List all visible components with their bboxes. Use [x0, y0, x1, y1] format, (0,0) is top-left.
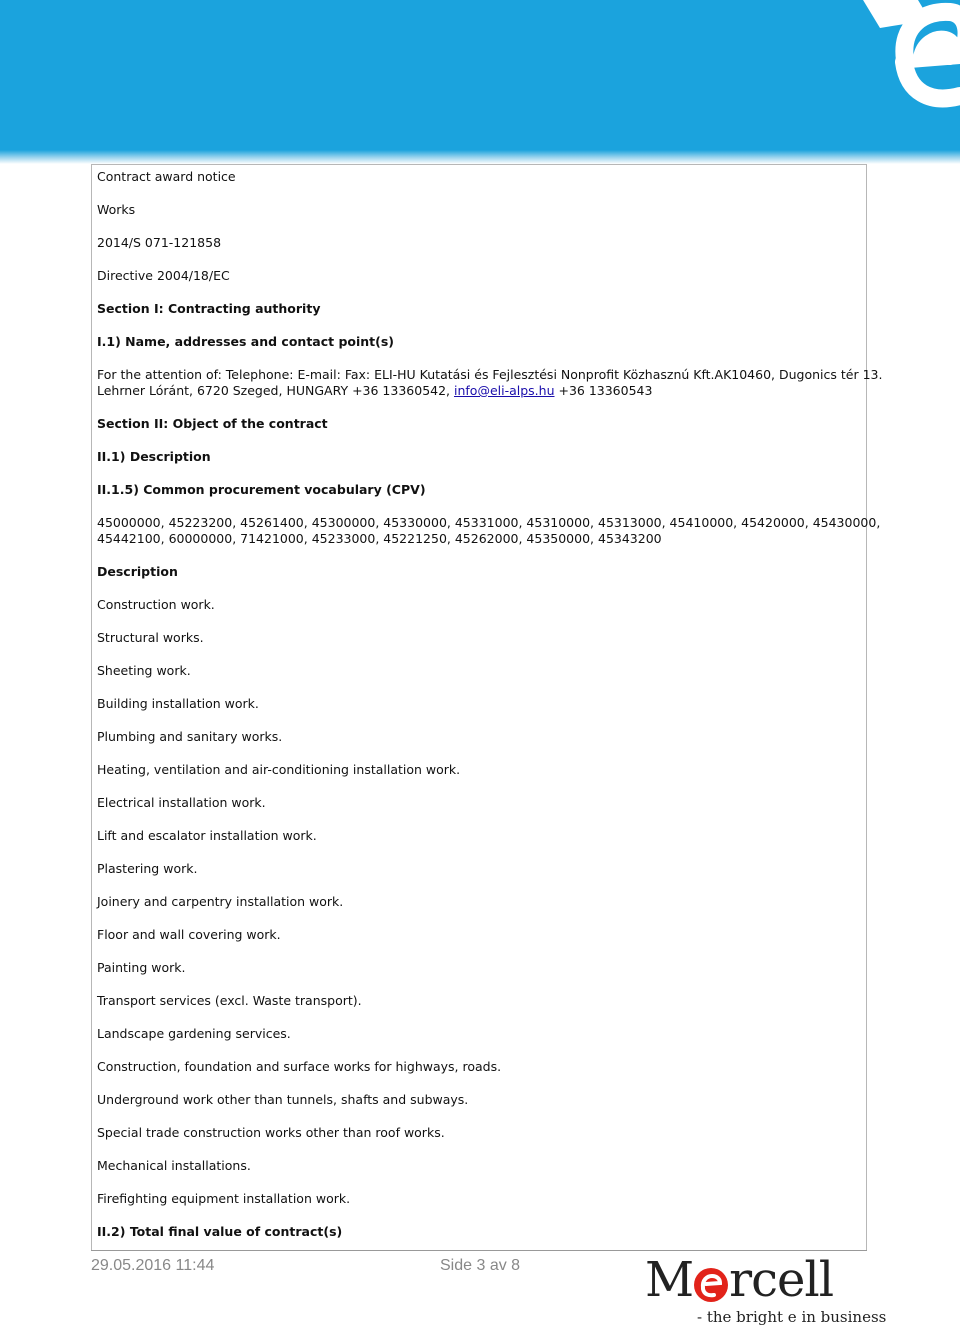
header-banner: [0, 0, 960, 162]
description-item: Underground work other than tunnels, shafts and subways.: [97, 1092, 469, 1107]
description-item: Firefighting equipment installation work.: [97, 1191, 351, 1206]
ii2-heading: II.2) Total final value of contract(s): [97, 1224, 343, 1239]
section2-heading: Section II: Object of the contract: [97, 416, 328, 431]
brand-prefix: M: [645, 1252, 694, 1308]
description-item: Landscape gardening services.: [97, 1026, 291, 1041]
brand-e-icon: [694, 1268, 728, 1302]
i1-heading: I.1) Name, addresses and contact point(s): [97, 334, 395, 349]
footer-divider: [91, 1250, 867, 1251]
marcell-wordmark: [645, 1252, 833, 1308]
description-item: Mechanical installations.: [97, 1158, 251, 1173]
brand-tagline: - the bright e in business: [697, 1308, 887, 1326]
notice-reference: 2014/S 071-121858: [97, 235, 222, 250]
description-item: Joinery and carpentry installation work.: [97, 894, 344, 909]
description-item: Painting work.: [97, 960, 186, 975]
description-item: Electrical installation work.: [97, 795, 266, 810]
description-item: Floor and wall covering work.: [97, 927, 281, 942]
description-item: Construction, foundation and surface works for highways, roads.: [97, 1059, 502, 1074]
description-item: Special trade construction works other than roof works.: [97, 1125, 445, 1140]
contact-line-1: For the attention of: Telephone: E-mail: Fax: ELI-HU Kutatási és Fejlesztési Nonprofit Közhasznú Kft.AK10460, Dugonics tér 13.: [97, 367, 883, 382]
footer-timestamp: 29.05.2016 11:44: [91, 1257, 215, 1274]
section1-heading: Section I: Contracting authority: [97, 301, 321, 316]
description-item: Construction work.: [97, 597, 215, 612]
marcell-logo: [645, 1252, 887, 1328]
description-item: Plastering work.: [97, 861, 198, 876]
notice-directive: Directive 2004/18/EC: [97, 268, 230, 283]
cpv-line-1: 45000000, 45223200, 45261400, 45300000, 45330000, 45331000, 45310000, 45313000, 45410000, 45420000, 45430000,: [97, 515, 881, 530]
contact-email-link[interactable]: info@eli-alps.hu: [454, 383, 555, 398]
description-item: Transport services (excl. Waste transport).: [97, 993, 362, 1008]
e-logo-icon: [820, 0, 960, 115]
cpv-line-2: 45442100, 60000000, 71421000, 45233000, 45221250, 45262000, 45350000, 45343200: [97, 531, 662, 546]
contact-line-2-suffix: +36 13360543: [554, 383, 653, 398]
contact-line-2-prefix: Lehrner Lóránt, 6720 Szeged, HUNGARY +36 13360542,: [97, 383, 454, 398]
ii15-heading: II.1.5) Common procurement vocabulary (CPV): [97, 482, 426, 497]
description-item: Plumbing and sanitary works.: [97, 729, 283, 744]
notice-type: Works: [97, 202, 136, 217]
description-item: Sheeting work.: [97, 663, 191, 678]
description-item: Building installation work.: [97, 696, 259, 711]
brand-suffix: rcell: [729, 1252, 834, 1308]
contact-line-2: [97, 383, 857, 399]
header-banner-fade: [0, 150, 960, 164]
notice-title: Contract award notice: [97, 169, 236, 184]
description-item: Lift and escalator installation work.: [97, 828, 317, 843]
description-heading: Description: [97, 564, 178, 579]
description-item: Structural works.: [97, 630, 204, 645]
description-item: Heating, ventilation and air-conditioning installation work.: [97, 762, 461, 777]
footer-page-number: Side 3 av 8: [440, 1257, 521, 1274]
ii1-heading: II.1) Description: [97, 449, 211, 464]
